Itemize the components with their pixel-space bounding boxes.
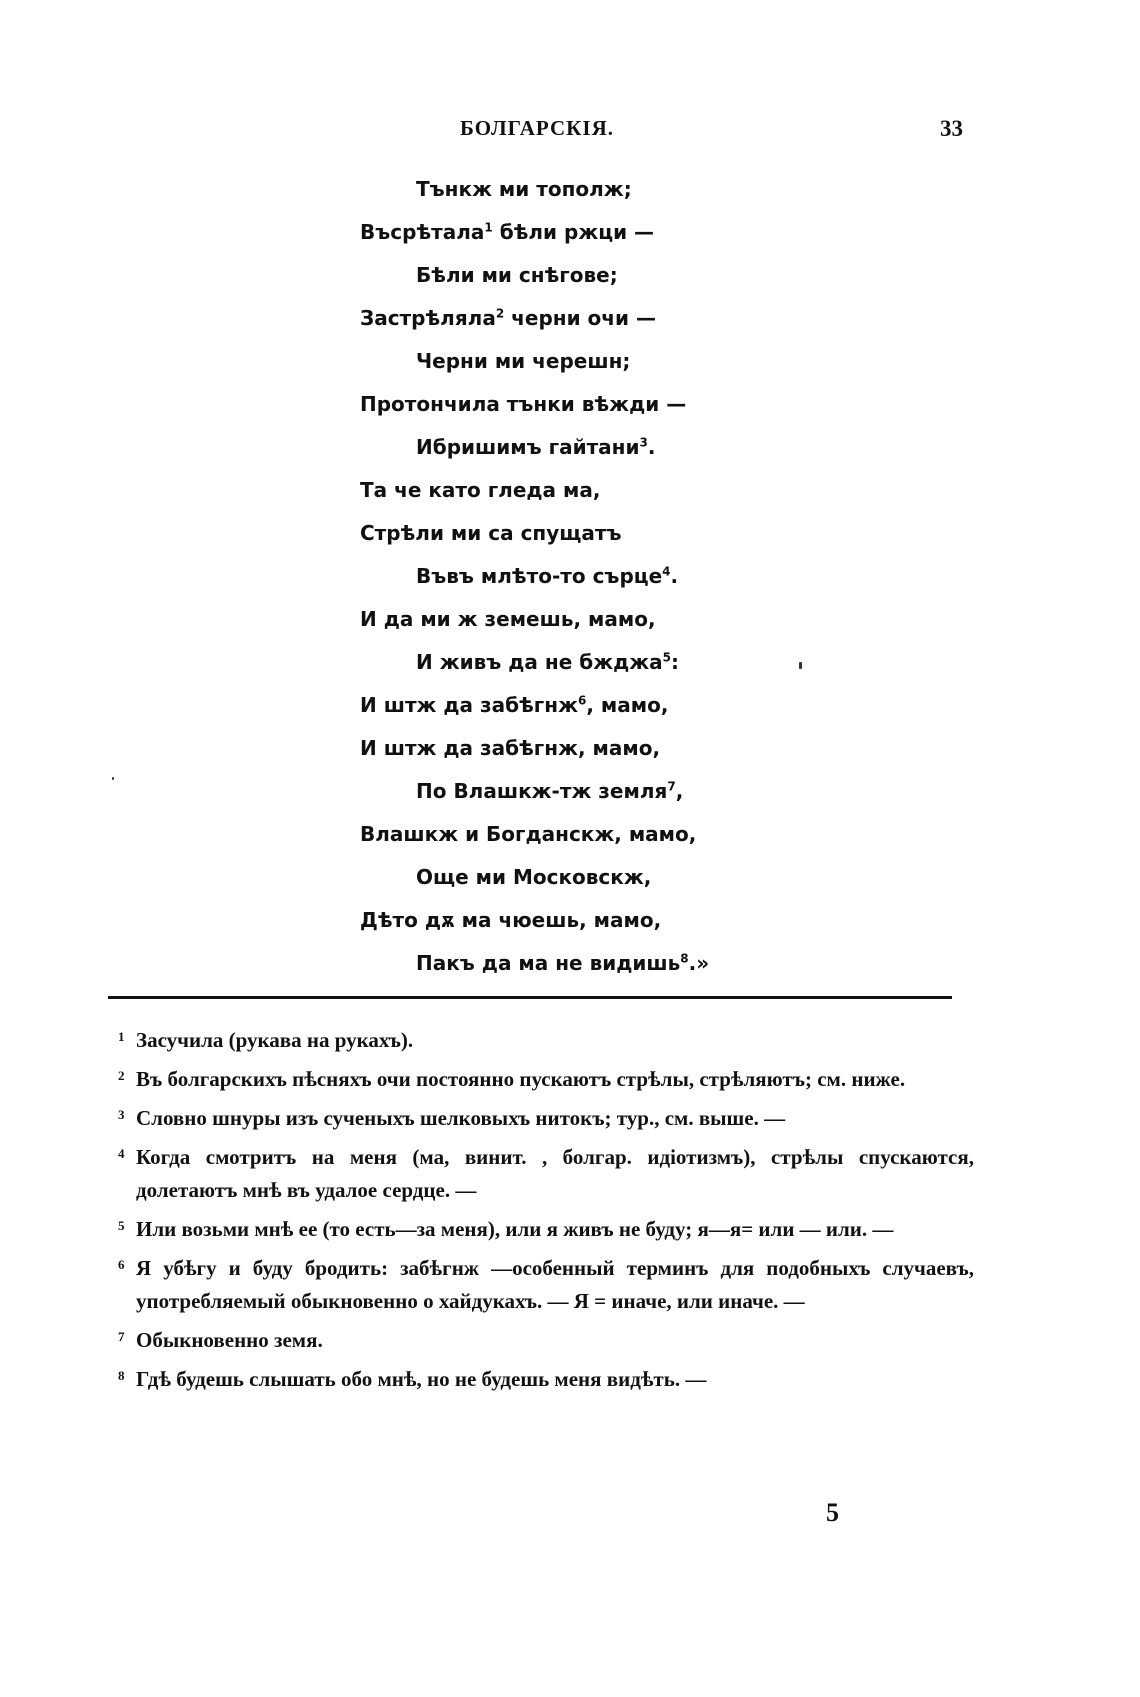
footnote-number: 3	[118, 1107, 125, 1122]
poem-line	[360, 641, 960, 684]
running-head	[0, 116, 1140, 146]
poem-line	[360, 555, 960, 598]
footnote-ref: 2	[495, 306, 505, 321]
signature-mark: 5	[826, 1498, 839, 1527]
running-head-title: БОЛГАРСКІЯ.	[460, 116, 614, 140]
poem-line-text: Стрѣли ми са спущатъ	[360, 521, 622, 545]
poem-line-text: И живъ да не бжджа	[416, 650, 663, 674]
footnote-text: Гдѣ будешь слышать обо мнѣ, но не будешь меня видѣть. —	[136, 1367, 707, 1391]
print-speck	[799, 662, 802, 669]
poem-line-tail: ,	[675, 779, 684, 803]
footnote	[118, 1324, 974, 1357]
poem-line	[360, 469, 960, 512]
footnote-number: 8	[118, 1368, 125, 1383]
poem-line	[360, 684, 960, 727]
footnote	[118, 1063, 974, 1096]
poem-line-tail: .	[647, 435, 656, 459]
poem-line-text: Черни ми черешн;	[416, 349, 631, 373]
footnote	[118, 1024, 974, 1057]
poem-line-text: По Влашкж-тж земля	[416, 779, 668, 803]
footnote-number: 1	[118, 1029, 125, 1044]
poem-line-text: Тънкж ми тополж;	[416, 177, 632, 201]
poem-line-tail: .	[670, 564, 679, 588]
poem-line	[360, 598, 960, 641]
poem-line-text: Въсрѣтала	[360, 220, 485, 244]
poem-line	[360, 383, 960, 426]
poem-line-text: Дѣто дѫ ма чюешь, мамо,	[360, 908, 662, 932]
poem-line-tail: бѣли ржци —	[492, 220, 655, 244]
footnote-rule	[108, 996, 952, 999]
poem-line-text: Та че като гледа ма,	[360, 478, 601, 502]
footnote-ref: 1	[484, 220, 493, 235]
poem-line-text: И штж да забѣгнж	[360, 693, 578, 717]
poem-line	[360, 297, 960, 340]
poem-line	[360, 426, 960, 469]
footnote	[118, 1213, 974, 1246]
poem-line	[360, 856, 960, 899]
poem-line-tail: , мамо,	[586, 693, 669, 717]
footnote	[118, 1102, 974, 1135]
poem-line	[360, 168, 960, 211]
footnote-text: Когда смотритъ на меня (ма, винит. , болгар. идіотизмъ), стрѣлы спускаются, долетаютъ мнѣ въ удалое сердце. —	[136, 1145, 974, 1202]
footnotes	[118, 1024, 974, 1402]
footnote-number: 6	[118, 1257, 125, 1272]
poem-line	[360, 727, 960, 770]
footnote-text: Засучила (рукава на рукахъ).	[136, 1028, 414, 1052]
poem-line	[360, 211, 960, 254]
footnote-number: 2	[118, 1068, 125, 1083]
footnote-number: 7	[118, 1329, 125, 1344]
footnote-ref: 5	[662, 650, 671, 665]
poem-line-text: И штж да забѣгнж, мамо,	[360, 736, 661, 760]
poem-line-text: Пакъ да ма не видишь	[416, 951, 681, 975]
poem-line-text: Застрѣляла	[360, 306, 496, 330]
poem-line	[360, 512, 960, 555]
poem-text	[360, 168, 960, 985]
poem-line-text: Още ми Московскж,	[416, 865, 652, 889]
poem-line-tail: черни очи —	[504, 306, 657, 330]
poem-line	[360, 254, 960, 297]
footnote-text: Въ болгарскихъ пѣсняхъ очи постоянно пускаютъ стрѣлы, стрѣляютъ; см. ниже.	[136, 1067, 906, 1091]
poem-line-text: Влашкж и Богданскж, мамо,	[360, 822, 697, 846]
footnote-ref: 3	[639, 435, 648, 450]
footnote-text: Или возьми мнѣ ее (то есть—за меня), или я живъ не буду; я—я= или — или. —	[136, 1217, 894, 1241]
poem-line-tail: :	[671, 650, 679, 674]
footnote-ref: 4	[662, 564, 671, 579]
poem-line	[360, 813, 960, 856]
poem-line	[360, 340, 960, 383]
footnote-number: 5	[118, 1218, 125, 1233]
poem-line	[360, 942, 960, 985]
poem-line-text: Въвъ млѣто-то сърце	[416, 564, 663, 588]
print-speck	[112, 777, 114, 780]
footnote	[118, 1363, 974, 1396]
poem-line-text: Протончила тънки вѣжди —	[360, 392, 687, 416]
page-number: 33	[940, 116, 963, 141]
poem-line	[360, 770, 960, 813]
footnote-ref: 6	[577, 693, 587, 708]
footnote-text: Обыкновенно земя.	[136, 1328, 323, 1352]
poem-line-tail: .»	[688, 951, 710, 975]
footnote-text: Словно шнуры изъ сученыхъ шелковыхъ нитокъ; тур., см. выше. —	[136, 1106, 786, 1130]
footnote-number: 4	[118, 1146, 125, 1161]
footnote-ref: 7	[667, 779, 676, 794]
poem-line-text: Ибришимъ гайтани	[416, 435, 640, 459]
footnote	[118, 1252, 974, 1318]
footnote-ref: 8	[680, 951, 689, 966]
poem-line-text: И да ми ж земешь, мамо,	[360, 607, 656, 631]
poem-line	[360, 899, 960, 942]
footnote	[118, 1141, 974, 1207]
poem-line-text: Бѣли ми снѣгове;	[416, 263, 618, 287]
footnote-text: Я убѣгу и буду бродить: забѣгнж —особенный терминъ для подобныхъ случаевъ, употребляемый обыкновенно о хайдукахъ. — Я = иначе, или иначе. —	[136, 1256, 974, 1313]
